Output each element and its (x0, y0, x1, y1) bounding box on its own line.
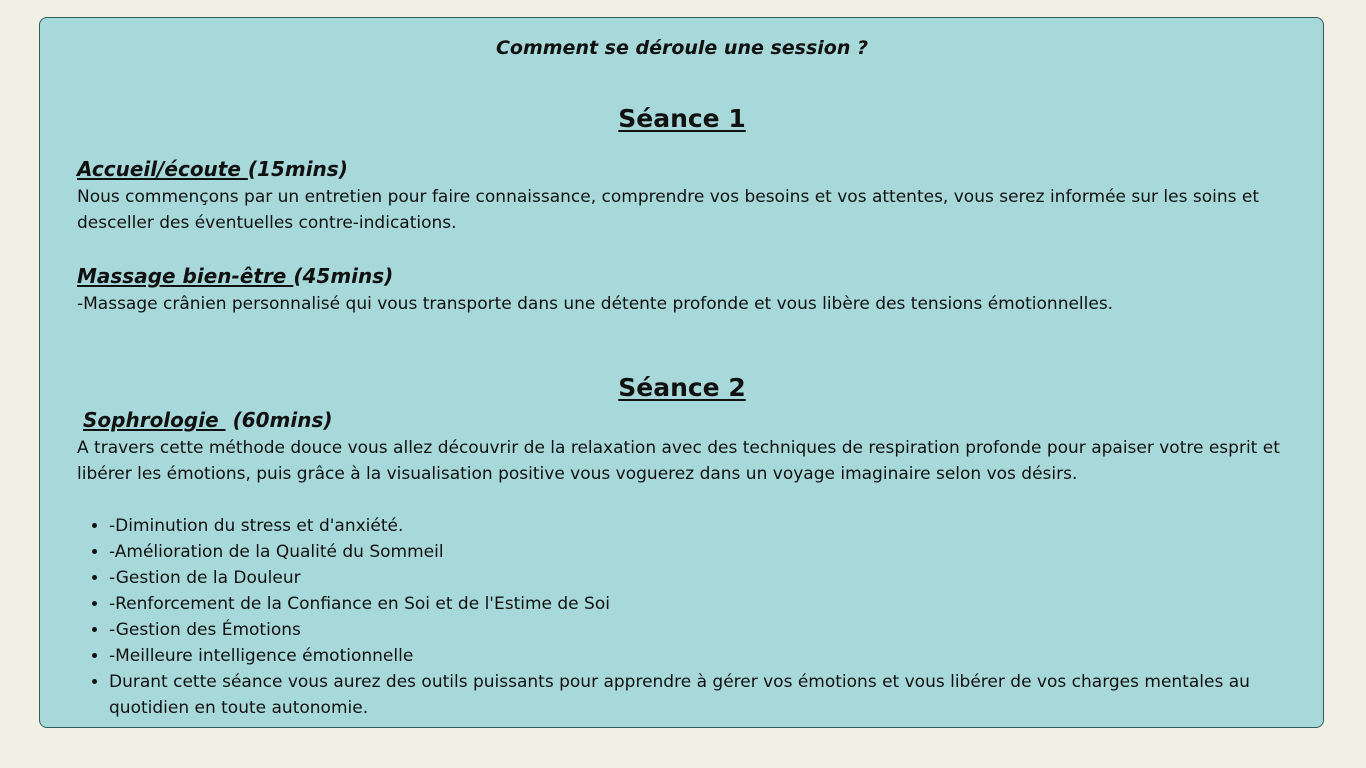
accueil-heading (77, 156, 348, 182)
sophrologie-duration: (60mins) (225, 408, 333, 432)
seance-1-title: Séance 1 (618, 104, 746, 133)
accueil-heading-label: Accueil/écoute (77, 157, 248, 181)
page-title: Comment se déroule une session ? (495, 37, 869, 59)
benefits-list (77, 513, 1302, 721)
sophrologie-heading (83, 407, 333, 433)
seance-2-title: Séance 2 (618, 373, 746, 402)
massage-heading-label: Massage bien-être (77, 264, 294, 288)
list-item: • Durant cette séance vous aurez des outils puissants pour apprendre à gérer vos émotions et vous libérer de vos charges mentales au quotidien en toute autonomie. (109, 669, 1302, 721)
massage-duration: (45mins) (293, 264, 394, 288)
massage-heading (77, 263, 393, 289)
session-card (39, 17, 1324, 728)
sophrologie-heading-label: Sophrologie (83, 408, 226, 432)
sophrologie-text: A travers cette méthode douce vous allez découvrir de la relaxation avec des techniques de respiration profonde pour apaiser votre esprit et libérer les émotions, puis grâce à la visualisation positive vous voguerez dans un voyage imaginaire selon vos désirs. (77, 438, 1280, 484)
massage-text: -Massage crânien personnalisé qui vous transporte dans une détente profonde et vous libère des tensions émotionnelles. (77, 294, 1114, 314)
list-item: • -Amélioration de la Qualité du Sommeil (109, 539, 1302, 565)
list-item: • -Gestion des Émotions (109, 617, 1302, 643)
list-item: • -Diminution du stress et d'anxiété. (109, 513, 1302, 539)
list-item: • -Gestion de la Douleur (109, 565, 1302, 591)
accueil-duration: (15mins) (247, 157, 348, 181)
list-item: • -Meilleure intelligence émotionnelle (109, 643, 1302, 669)
accueil-text: Nous commençons par un entretien pour faire connaissance, comprendre vos besoins et vos attentes, vous serez informée sur les soins et desceller des éventuelles contre-indications. (77, 187, 1260, 233)
list-item: • -Renforcement de la Confiance en Soi et de l'Estime de Soi (109, 591, 1302, 617)
